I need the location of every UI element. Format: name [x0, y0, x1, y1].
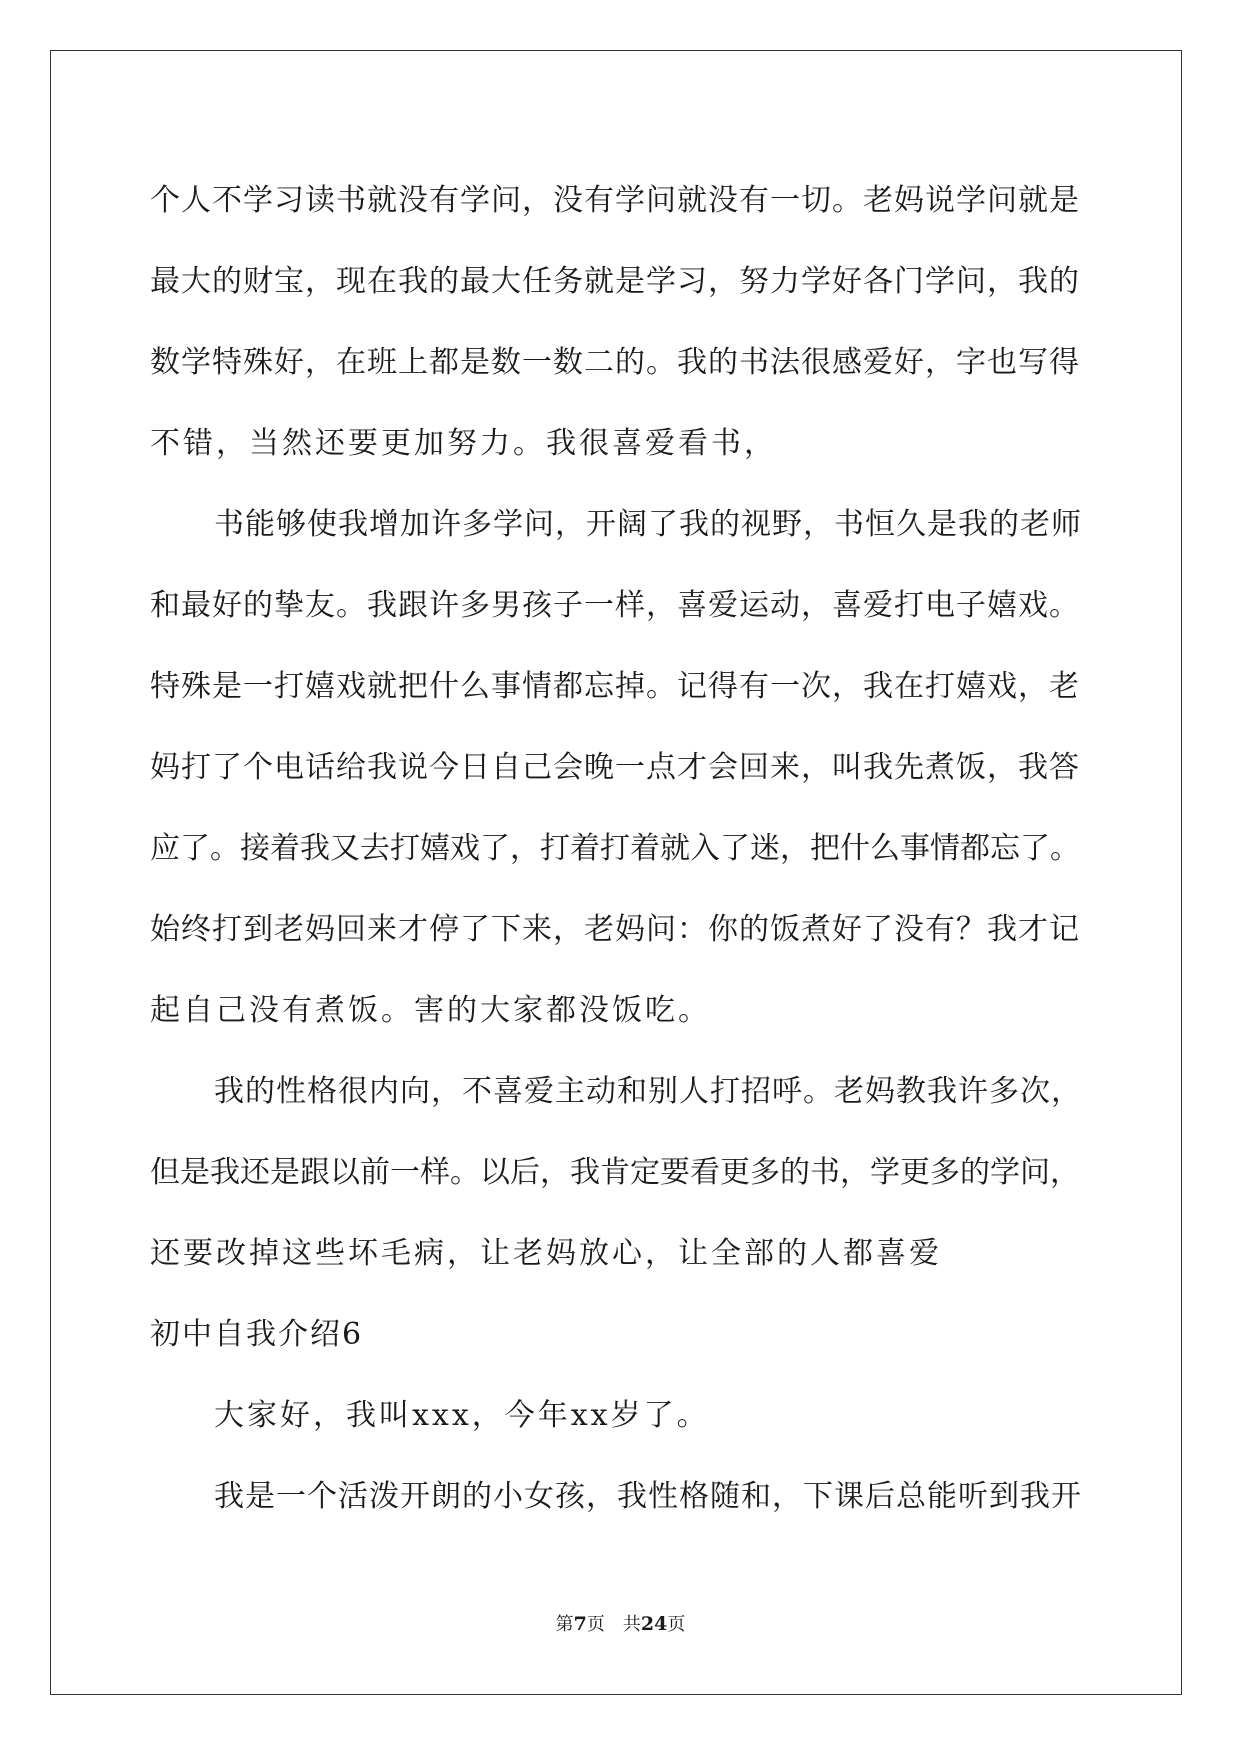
text-line: 个人不学习读书就没有学问，没有学问就没有一切。老妈说学问就是 [150, 183, 1080, 218]
page-number: 7 [573, 1613, 587, 1635]
text-line: 始终打到老妈回来才停了下来，老妈问：你的饭煮好了没有？我才记 [150, 912, 1080, 947]
page-suffix: 页 [586, 1614, 605, 1635]
text-line: 不错，当然还要更加努力。我很喜爱看书， [150, 426, 777, 461]
text-line: 最大的财宝，现在我的最大任务就是学习，努力学好各门学问，我的 [150, 264, 1080, 299]
text-line: 妈打了个电话给我说今日自己会晚一点才会回来，叫我先煮饭，我答 [150, 750, 1080, 785]
text-line: 特殊是一打嬉戏就把什么事情都忘掉。记得有一次，我在打嬉戏，老 [150, 669, 1080, 704]
text-line: 应了。接着我又去打嬉戏了，打着打着就入了迷，把什么事情都忘了。 [150, 831, 1080, 866]
section-heading: 初中自我介绍6 [150, 1317, 364, 1352]
paragraph-start-line: 大家好，我叫xxx，今年xx岁了。 [214, 1398, 710, 1433]
page-footer [0, 1613, 1241, 1636]
text-line: 但是我还是跟以前一样。以后，我肯定要看更多的书，学更多的学问， [150, 1155, 1080, 1190]
paragraph-start-line: 书能够使我增加许多学问，开阔了我的视野，书恒久是我的老师 [214, 507, 1082, 542]
text-line: 和最好的挚友。我跟许多男孩子一样，喜爱运动，喜爱打电子嬉戏。 [150, 588, 1080, 623]
page-prefix: 第 [555, 1614, 574, 1635]
total-suffix: 页 [667, 1614, 686, 1635]
total-pages: 24 [640, 1613, 668, 1635]
paragraph-start-line: 我的性格很内向，不喜爱主动和别人打招呼。老妈教我许多次， [214, 1074, 1082, 1109]
paragraph-start-line: 我是一个活泼开朗的小女孩，我性格随和，下课后总能听到我开 [214, 1479, 1082, 1514]
text-line: 还要改掉这些坏毛病，让老妈放心，让全部的人都喜爱 [150, 1236, 942, 1271]
total-prefix: 共 [622, 1614, 641, 1635]
document-body [150, 160, 1090, 1537]
text-line: 数学特殊好，在班上都是数一数二的。我的书法很感爱好，字也写得 [150, 345, 1080, 380]
text-line: 起自己没有煮饭。害的大家都没饭吃。 [150, 993, 711, 1028]
